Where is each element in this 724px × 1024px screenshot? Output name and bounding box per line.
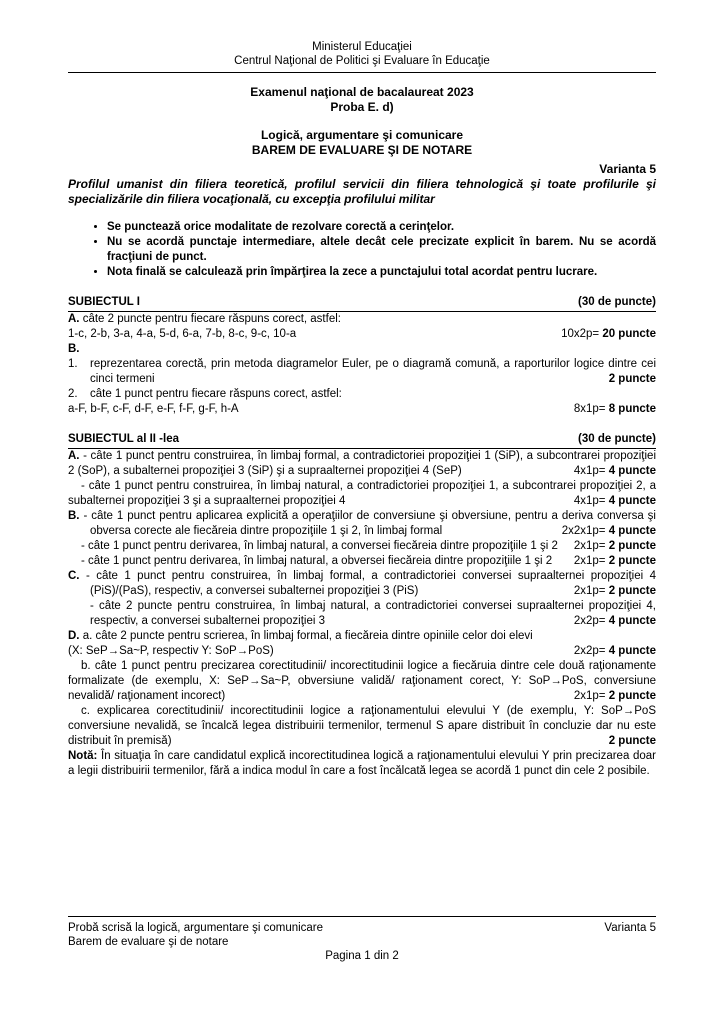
footer-barem: Barem de evaluare şi de notare [68,936,229,948]
item-points: 2x1p= 2 puncte [573,585,656,597]
item-marker: D. [68,630,80,642]
ministry-name: Ministerul Educaţiei [312,41,412,53]
item-points: 2x1p= 2 puncte [573,690,656,702]
item-points: 8x1p= 8 puncte [573,403,656,415]
item-points: 2x2p= 4 puncte [573,615,656,627]
rubric-item [68,599,656,629]
subject2-title: SUBIECTUL al II -lea [68,433,179,445]
item-text: reprezentarea corectă, prin metoda diagramelor Euler, pe o diagramă comună, a raporturilor logice dintre cei cinci termeni [90,358,656,385]
item-text: c. explicarea corectitudinii/ incorectitudinii logice a raţionamentului elevului Y (de exemplu, Y: SoP→PoS conversiune nevalidă, se încalcă legea distribuirii termenilor, termenul S apare distribuit în concluzie dar nu este distribuit în premisă) [68,705,656,747]
item-text: - câte 1 punct pentru aplicarea explicită a operaţiilor de conversiune şi obversiune, pentru a deriva conversa şi obversa corecte ale fiecăreia dintre propoziţiile 1 şi 2, în limbaj formal [83,510,656,537]
item-points: 2 puncte [608,373,656,385]
item-text: a. câte 2 puncte pentru scrierea, în limbaj formal, a fiecăreia dintre opiniile celor doi elevi [82,630,533,642]
item-text: - câte 1 punct pentru derivarea, în limbaj natural, a obversei fiecăreia dintre propoziţiile 1 şi 2 [81,555,553,567]
subject2-points: (30 de puncte) [578,433,656,445]
item-marker: C. [68,570,80,582]
item-text: câte 1 punct pentru fiecare răspuns corect, astfel: [90,388,342,400]
rubric-item [68,402,656,417]
rubric-item [68,312,656,327]
item-text: - câte 2 puncte pentru construirea, în limbaj natural, a contradictoriei conversei supraalternei propoziţiei 4, respectiv, a conversei subalternei propoziţiei 3 [90,600,656,627]
rubric-item [68,342,656,357]
rubric-item [68,387,656,402]
item-marker: B. [68,343,80,355]
rubric-item [68,629,656,659]
rubric-item [68,449,656,479]
rules-list [68,220,656,280]
item-formula: (X: SeP→Sa~P, respectiv Y: SoP→PoS) [68,645,274,657]
item-marker: A. [68,450,80,462]
item-points: 4x1p= 4 puncte [573,495,656,507]
rubric-item [68,509,656,539]
item-text: 1-c, 2-b, 3-a, 4-a, 5-d, 6-a, 7-b, 8-c, 9-c, 10-a [68,328,297,340]
item-points: 2x1p= 2 puncte [573,540,656,552]
item-text: - câte 1 punct pentru construirea, în limbaj formal, a contradictoriei conversei supraalternei propoziţiei 4 (PiS)/(PaS), respectiv, a conversei subalternei propoziţiei 3 (PiS) [85,570,656,597]
item-text: - câte 1 punct pentru construirea, în limbaj formal, a contradictoriei propoziţiei 1 (SiP), a subcontrarei propoziţiei 2 (SoP), a subalternei propoziţiei 3 (SiP) şi a supraalternei propoziţiei 4 (SeP) [68,450,656,477]
subject1-title: SUBIECTUL I [68,296,140,308]
center-name: Centrul Naţional de Politici şi Evaluare în Educaţie [234,55,490,67]
item-text: b. câte 1 punct pentru precizarea corectitudinii/ incorectitudinii logice a fiecăruia dintre cele două raţionamente formalizate (de exemplu, X: SeP→Sa~P, obversiune validă/ raţionament corect, Y: SoP→PoS, conversiune nevalidă/ raţionament incorect) [68,660,656,702]
item-points: 2x2x1p= 4 puncte [561,525,656,537]
rubric-item [68,479,656,509]
item-points: 2 puncte [608,735,656,747]
page-footer [68,916,656,963]
rule-item: • Nota finală se calculează prin împărţirea la zece a punctajului total acordat pentru lucrare. [107,265,656,280]
rubric-item [68,554,656,569]
item-text: a-F, b-F, c-F, d-F, e-F, f-F, g-F, h-A [68,403,239,415]
subject1-heading [68,295,656,312]
footer-divider [68,916,656,917]
rubric-item [68,704,656,749]
rubric-item-note [68,749,656,779]
item-marker: 2. [68,388,78,400]
item-marker: 1. [68,358,78,370]
item-points: 10x2p= 20 puncte [561,328,656,340]
header-divider [68,72,656,73]
subject1-points: (30 de puncte) [578,296,656,308]
subject2-heading [68,432,656,449]
footer-proba: Probă scrisă la logică, argumentare şi comunicare [68,922,324,934]
barem-title: BAREM DE EVALUARE ŞI DE NOTARE [251,143,473,157]
item-points: 2x1p= 2 puncte [573,555,656,567]
ministry-header [68,40,656,68]
rule-item: • Se punctează orice modalitate de rezolvare corectă a cerinţelor. [107,220,656,235]
item-text: - câte 1 punct pentru construirea, în limbaj natural, a contradictoriei propoziţiei 1, a subcontrarei propoziţiei 2, a subalternei propoziţiei 3 şi a supraalternei propoziţiei 4 [68,480,656,507]
footer-left [68,921,323,949]
rubric-item [68,569,656,599]
rule-item: • Nu se acordă punctaje intermediare, altele decât cele precizate explicit în barem. Nu se acordă fracţiuni de punct. [107,235,656,265]
item-points: 2x2p= 4 puncte [573,645,656,657]
item-marker: A. [68,313,80,325]
item-points: 4x1p= 4 puncte [573,465,656,477]
footer-page-number: Pagina 1 din 2 [325,950,399,962]
variant-label: Varianta 5 [599,162,656,176]
profile-note: Profilul umanist din filiera teoretică, profilul servicii din filiera tehnologică şi toate profilurile şi specializările din filiera vocaţională, cu excepţia profilului militar [68,177,656,206]
note-marker: Notă: [68,750,98,762]
rubric-item [68,539,656,554]
rubric-item [68,357,656,387]
rubric-item [68,659,656,704]
footer-variant: Varianta 5 [604,922,656,934]
exam-title: Examenul naţional de bacalaureat 2023 [250,85,474,99]
proba-title: Proba E. d) [330,100,394,114]
item-text: câte 2 puncte pentru fiecare răspuns corect, astfel: [82,313,341,325]
item-marker: B. [68,510,80,522]
note-text: În situaţia în care candidatul explică incorectitudinea logică a raţionamentului elevului Y prin precizarea doar a legii distribuirii termenilor, fără a indica modul în care a fost încălcată legea se acordă 1 punct din cele 2 posibile. [68,750,656,777]
rubric-item [68,327,656,342]
subject-title: Logică, argumentare şi comunicare [260,128,464,142]
item-text: - câte 1 punct pentru derivarea, în limbaj natural, a conversei fiecăreia dintre propoziţiile 1 şi 2 [81,540,558,552]
